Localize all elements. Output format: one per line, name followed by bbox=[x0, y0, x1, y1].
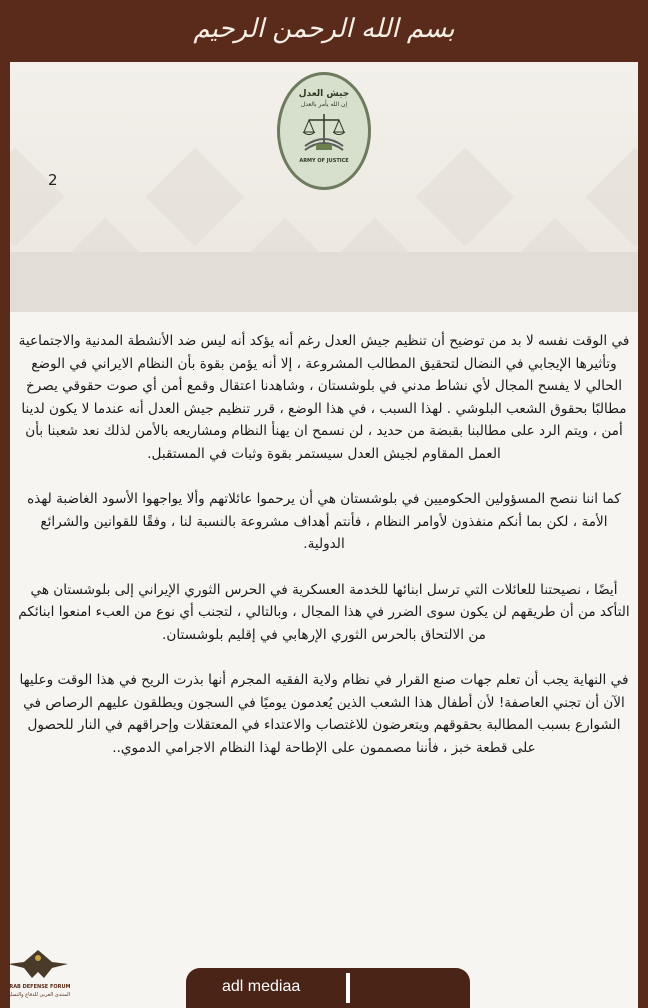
footer-divider bbox=[346, 973, 350, 1003]
eagle-icon bbox=[4, 944, 72, 984]
frame-right-border bbox=[638, 62, 648, 1008]
emblem-caption: ARMY OF JUSTICE bbox=[299, 158, 349, 164]
army-of-justice-emblem bbox=[277, 72, 371, 190]
page-number: 2 bbox=[48, 171, 58, 189]
forum-watermark-logo bbox=[4, 944, 72, 1004]
footer-bar bbox=[186, 968, 470, 1008]
paragraph: كما اننا ننصح المسؤولين الحكوميين في بلوشستان هي أن يرحموا عائلاتهم وألا يواجهوا الأسود الغاضبة لهذه الأمة ، لكن بما أنكم منفذون لأوامر النظام ، فأنتم أهداف مشروعة بالنسبة لنا ، وفقًا للقوانين والشرائع الدولية. bbox=[27, 491, 621, 552]
paragraph: أيضًا ، نصيحتنا للعائلات التي ترسل ابنائها للخدمة العسكرية في الحرس الثوري الإيراني إلى بلوشستان هي التأكد من أن طريقهم لن يكون سوى الضرر في هذا المجال ، وبالتالي ، لتجنب أي نوع من العبء امنعوا ابنائكم من الالتحاق بالحرس الثوري الإرهابي في إقليم بلوشستان. bbox=[18, 581, 630, 643]
header-bar bbox=[0, 0, 648, 62]
frame-left-border bbox=[0, 62, 10, 1008]
scales-swords-icon bbox=[299, 110, 349, 156]
paragraph: في الوقت نفسه لا بد من توضيح أن تنظيم جيش العدل رغم أنه يؤكد أنه ليس ضد الأنشطة المدنية والاجتماعية وتأثيرها الإيجابي في النضال لتحقيق المطالب المشروعة ، إلا أنه يؤمن بقوة بأن النظام الايراني في الوضع الحالي لا يفسح المجال لأي نشاط مدني في بلوشستان ، وشاهدنا اعتقال وقمع أمن أي صوت حقوقي يصرخ مطالبًا بحقوق الشعب البلوشي . لهذا السبب ، في هذا الوضع ، قرر تنظيم جيش العدل أنه عندما لا يكون لدينا أمن ، ويتم الرد على مطالبنا بقبضة من حديد ، لن نسمح ان يهنأ النظام ومشاريعه بالأمن لذلك نعد شعبنا بأن العمل المقاوم لجيش العدل سيستمر بقوة وثبات في المستقبل. bbox=[18, 333, 630, 462]
emblem-motto: إن الله يأمر بالعدل bbox=[300, 101, 348, 108]
emblem-title: جيش العدل bbox=[298, 89, 350, 99]
paragraph: في النهاية يجب أن تعلم جهات صنع القرار في نظام ولاية الفقيه المجرم أنها بذرت الريح في هذا الوقت وعليها الآن أن تجني العاصفة! لأن أطفال هذا الشعب الذين يُعدمون يوميًا في السجون ويطلقون عليهم الرصاص في الشوارع بسبب المطالبة بحقوقهم ويتعرضون للاغتصاب والاعتداء في المعتقلات وإحراقهم في النار للحصول على قطعة خبز ، فأننا مصممون على الإطاحة لهذا النظام الاجرامي الدموي.. bbox=[19, 672, 629, 756]
basmala-calligraphy: بسم الله الرحمن الرحيم bbox=[193, 14, 455, 44]
forum-logo-text: ARAB DEFENSE FORUM bbox=[5, 984, 71, 990]
forum-logo-subtext: المنتدى العربي للدفاع والتسليح bbox=[5, 992, 71, 998]
footer-label: adl mediaa bbox=[222, 978, 301, 995]
header-band bbox=[10, 252, 638, 312]
statement-body bbox=[18, 330, 630, 782]
